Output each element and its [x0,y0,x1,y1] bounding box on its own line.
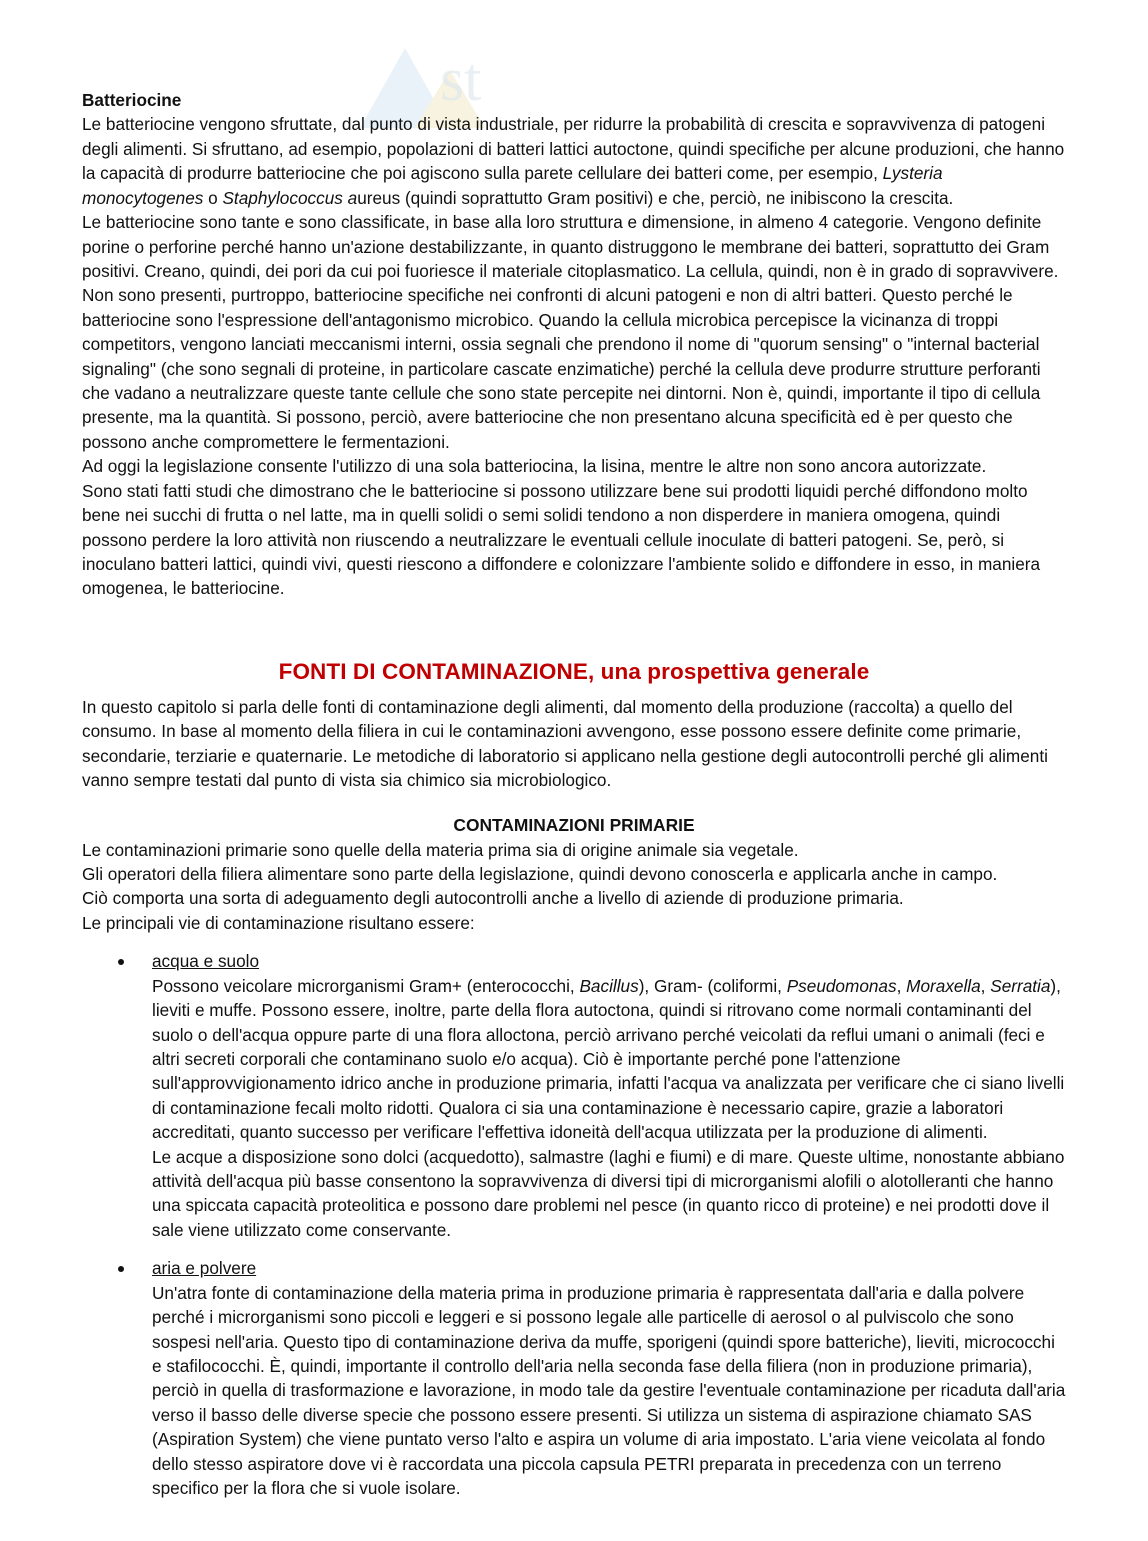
paragraph-batteriocine-4: Sono stati fatti studi che dimostrano che le batteriocine si possono utilizzare bene sui prodotti liquidi perché diffondono molto bene nei succhi di frutta o nel latte, ma in quelli solidi o semi solidi tendono a non disperdere in maniera omogena, quindi possono perdere la loro attività non riuscendo a neutralizzare le eventuali cellule inoculate di batteri patogeni. Se, però, si inoculano batteri lattici, quindi vivi, questi riescono a diffondere e colonizzare l'ambiente solido e diffondere in esso, in maniera omogenea, le batteriocine. [82,480,1041,599]
list-item [82,949,1066,1242]
paragraph-batteriocine-3: Ad oggi la legislazione consente l'utilizzo di una sola batteriocina, la lisina, mentre le altre non sono ancora autorizzate. [82,456,987,477]
bullet-body-acqua-suolo: Possono veicolare microrganismi Gram+ (enterococchi, Bacillus), Gram- (coliformi, Pseudomonas, Moraxella, Serratia), lieviti e muffe. Possono essere, inoltre, parte della flora autoctona, quindi si ritrovano come normali contaminanti del suolo o dell'acqua oppure parte di una flora alloctona, perciò arrivano perché veicolati da reflui umani o animali (feci e altri secreti corporali che contaminano suolo e/o acqua). Ciò è importante perché pone l'attenzione sull'approvvigionamento idrico anche in produzione primaria, infatti l'acqua va analizzata per verificare che ci siano livelli di contaminazione fecali molto ridotti. Qualora ci sia una contaminazione è necessario capire, grazie a laboratori accreditati, quanto successo per verificare l'effettiva idoneità dell'acqua utilizzata per la produzione di alimenti. Le acque a disposizione sono dolci (acquedotto), salmastre (laghi e fiumi) e di mare. Queste ultime, nonostante abbiano attività dell'acqua più basse consentono la sopravvivenza di diversi tipi di microrganismi alofili o alotolleranti che hanno una spiccata capacità proteolitica e possono dare problemi nel pesce (in quanto ricco di proteine) e nei prodotti dove il sale viene utilizzato come conservante. [152,975,1065,1240]
list-item [82,1256,1066,1500]
paragraph-primarie-4: Le principali vie di contaminazione risultano essere: [82,912,475,933]
svg-text:st: st [440,46,482,114]
subsection-title-contaminazioni-primarie: CONTAMINAZIONI PRIMARIE [453,814,695,835]
document-content [82,88,1066,1501]
bullet-body-aria-polvere: Un'atra fonte di contaminazione della materia prima in produzione primaria è rappresentata dall'aria e dalla polvere perché i microrganismi sono piccoli e leggeri e si possono legale alle particelle di aerosol o al pulviscolo che sono sospesi nell'aria. Questo tipo di contaminazione deriva da muffe, sporigeni (quindi spore batteriche), lieviti, micrococchi e stafilococchi. È, quindi, importante il controllo dell'aria nella seconda fase della filiera (non in produzione primaria), perciò in quella di trasformazione e lavorazione, in modo tale da gestire l'eventuale contaminazione per ricaduta dall'aria verso il basso delle diverse specie che possono essere presenti. Si utilizza un sistema di aspirazione chiamato SAS (Aspiration System) che viene puntato verso l'alto e aspira un volume di aria impostato. L'aria viene veicolata al fondo dello stesso aspiratore dove vi è raccordata una piccola capsula PETRI preparata in precedenza con un terreno specifico per la flora che si vuole isolare. [152,1282,1066,1499]
paragraph-batteriocine-2: Le batteriocine sono tante e sono classificate, in base alla loro struttura e dimensione, in almeno 4 categorie. Vengono definite porine o perforine perché hanno un'azione destabilizzante, in quanto distruggono le membrane dei batteri, soprattutto dei Gram positivi. Creano, quindi, dei pori da cui poi fuoriesce il materiale citoplasmatico. La cellula, quindi, non è in grado di sopravvivere. Non sono presenti, purtroppo, batteriocine specifiche nei confronti di alcuni patogeni e non di altri batteri. Questo perché le batteriocine sono l'espressione dell'antagonismo microbico. Quando la cellula microbica percepisce la vicinanza di troppi competitors, vengono lanciati meccanismi interni, ossia segnali che prendono il nome di "quorum sensing" o "internal bacterial signaling" (che sono segnali di proteine, in particolare cascate enzimatiche) perché la cellula deve produrre strutture perforanti che vadano a neutralizzare queste tante cellule che sono state percepite nei dintorni. Non è, quindi, importante il tipo di cellula presente, ma la quantità. Si possono, perciò, avere batteriocine che non presentano alcuna specificità ed è per questo che possono anche compromettere le fermentazioni. [82,212,1059,452]
paragraph-primarie-3: Ciò comporta una sorta di adeguamento degli autocontrolli anche a livello di aziende di produzione primaria. [82,888,904,909]
paragraph-batteriocine-1: Le batteriocine vengono sfruttate, dal punto di vista industriale, per ridurre la probabilità di crescita e sopravvivenza di patogeni degli alimenti. Si sfruttano, ad esempio, popolazioni di batteri lattici autoctone, quindi specifiche per alcune produzioni, che hanno la capacità di produrre batteriocine che poi agiscono sulla parete cellulare dei batteri come, per esempio, Lysteria monocytogenes o Staphylococcus aureus (quindi soprattutto Gram positivi) e che, perciò, ne inibiscono la crescita. [82,114,1065,208]
bullet-list-vie-contaminazione [82,949,1066,1500]
heading-batteriocine: Batteriocine [82,90,182,110]
subsection-spacer [82,793,1066,815]
paragraph-primarie-1: Le contaminazioni primarie sono quelle della materia prima sia di origine animale sia vegetale. [82,839,799,860]
paragraph-primarie-2: Gli operatori della filiera alimentare sono parte della legislazione, quindi devono conoscerla e applicarla anche in campo. [82,863,998,884]
bullet-label-aria-polvere: aria e polvere [152,1258,257,1279]
section-spacer [82,601,1066,659]
paragraph-fonti-intro: In questo capitolo si parla delle fonti di contaminazione degli alimenti, dal momento della produzione (raccolta) a quello del consumo. In base al momento della filiera in cui le contaminazioni avvengono, esse possono essere definite come primarie, secondarie, terziarie e quaternarie. Le metodiche di laboratorio si applicano nella gestione degli autocontrolli perché gli alimenti vanno sempre testati dal punto di vista sia chimico sia microbiologico. [82,696,1048,791]
section-title-fonti-contaminazione: FONTI DI CONTAMINAZIONE, una prospettiva generale [278,658,870,684]
bullet-label-acqua-suolo: acqua e suolo [152,951,260,972]
